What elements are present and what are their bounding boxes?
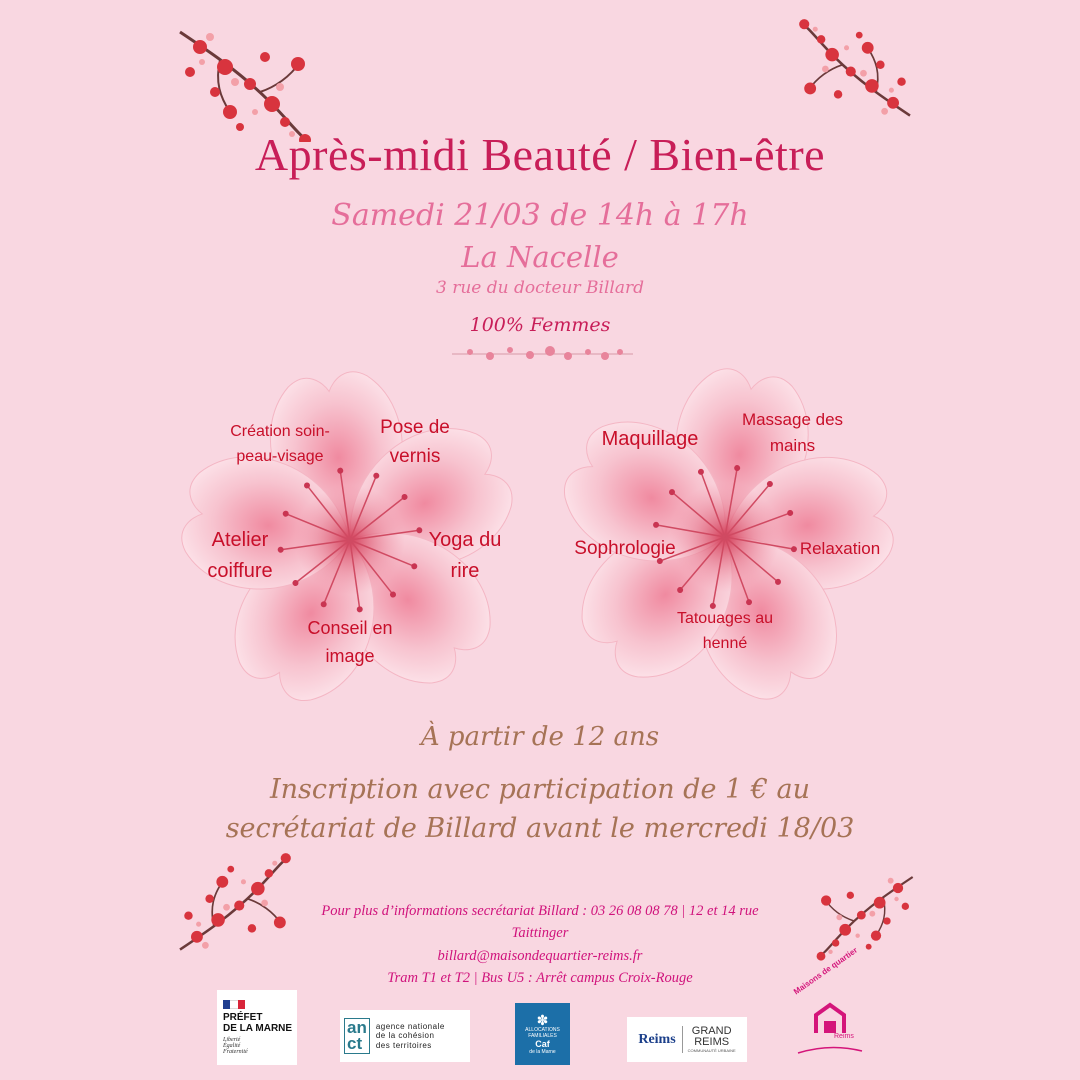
caf-text-3: Caf <box>535 1039 550 1049</box>
anct-mark <box>344 1018 370 1054</box>
caf-marne-logo <box>515 1003 570 1065</box>
caf-figure-icon: ✽ <box>536 1012 549 1028</box>
activity-line: rire <box>450 560 480 582</box>
activity-sophrologie <box>560 534 690 563</box>
prefet-line-1: PRÉFET <box>223 1012 263 1023</box>
activity-pose-vernis <box>365 413 465 472</box>
prefet-line-2: DE LA MARNE <box>223 1023 293 1034</box>
activity-line: Atelier <box>211 529 269 551</box>
french-flag-icon <box>223 1000 245 1009</box>
activity-atelier-coiffure <box>190 525 290 587</box>
anct-mark-2: ct <box>347 1034 363 1053</box>
contact-info <box>240 900 840 990</box>
activity-line: Relaxation <box>799 539 881 558</box>
grand-reims-1: GRAND <box>691 1025 732 1037</box>
activity-relaxation <box>785 536 895 562</box>
mdq-city-text: Reims <box>834 1033 854 1040</box>
prefet-marne-logo <box>217 990 297 1065</box>
activity-line: vernis <box>389 446 441 468</box>
anct-text <box>376 1022 445 1051</box>
activity-line: peau-visage <box>236 447 324 465</box>
reims-grand-reims-logo <box>627 1017 747 1062</box>
cherry-blossom-branch-icon <box>170 12 320 142</box>
contact-email[interactable]: billard@maisondequartier-reims.fr <box>437 947 643 964</box>
activity-creation-soin <box>210 420 350 470</box>
caf-text-2: FAMILIALES <box>528 1033 557 1039</box>
event-date: Samedi 21/03 de 14h à 17h <box>331 198 749 233</box>
inscription-line-1: Inscription avec participation de 1 € au <box>269 774 811 805</box>
contact-phone-address: Pour plus d’informations secrétariat Billard : 03 26 08 08 78 | 12 et 14 rue <box>321 903 759 919</box>
grand-reims-2: REIMS <box>694 1036 730 1048</box>
activity-line: Maquillage <box>601 428 699 450</box>
mdq-arc-text: Maisons de quartier <box>792 945 860 997</box>
anct-mark-1: an <box>347 1017 367 1037</box>
anct-text-2: de la cohésion <box>375 1031 435 1041</box>
grand-reims-wordmark <box>682 1026 736 1053</box>
activity-line: mains <box>769 436 816 456</box>
activity-line: Tatouages au <box>676 610 774 627</box>
inscription-info <box>0 770 1080 848</box>
activity-conseil-image <box>290 615 410 671</box>
reims-wordmark: Reims <box>638 1031 676 1047</box>
grand-reims-3: COMMUNAUTÉ URBAINE <box>687 1048 736 1053</box>
inscription-line-2: secrétariat de Billard avant le mercredi 18/03 <box>225 813 855 845</box>
prefet-motto-1: Liberté <box>223 1037 241 1043</box>
venue-address: 3 rue du docteur Billard <box>436 278 644 298</box>
activity-line: henné <box>702 634 748 652</box>
activity-massage-mains <box>730 407 855 460</box>
age-requirement: À partir de 12 ans <box>420 722 660 752</box>
maisons-de-quartier-mark-icon <box>790 985 870 1060</box>
venue-name: La Nacelle <box>461 240 619 274</box>
activity-line: Pose de <box>380 417 450 438</box>
page-title: Après-midi Beauté / Bien-être <box>254 129 826 180</box>
anct-text-3: des territoires <box>375 1040 432 1050</box>
activity-yoga-rire <box>415 525 515 587</box>
prefet-motto-3: Fraternité <box>223 1049 248 1055</box>
prefet-motto-2: Égalité <box>223 1043 241 1049</box>
activity-line: Massage des <box>741 410 844 429</box>
activity-line: Création soin- <box>230 423 330 440</box>
activity-tatouages-henne <box>665 607 785 657</box>
activity-line: coiffure <box>207 560 273 582</box>
activity-line: Conseil en <box>307 618 393 638</box>
contact-transport: Tram T1 et T2 | Bus U5 : Arrêt campus Croix-Rouge <box>387 970 693 987</box>
activity-maquillage <box>585 424 715 455</box>
activity-line: image <box>325 645 375 666</box>
caf-text-4: de la Marne <box>529 1049 556 1055</box>
caf-text-1: ALLOCATIONS <box>525 1027 560 1033</box>
audience-label: 100% Femmes <box>469 314 611 336</box>
activities-flower-left <box>170 365 530 705</box>
anct-logo <box>340 1010 470 1062</box>
activities-flower-right <box>545 362 905 702</box>
maisons-de-quartier-logo <box>790 945 870 1060</box>
contact-address-cont: Taittinger <box>511 925 569 942</box>
activity-line: Sophrologie <box>574 538 676 559</box>
cherry-blossom-branch-icon <box>780 14 930 124</box>
activity-line: Yoga du <box>428 529 502 551</box>
anct-text-1: agence nationale <box>375 1021 445 1031</box>
